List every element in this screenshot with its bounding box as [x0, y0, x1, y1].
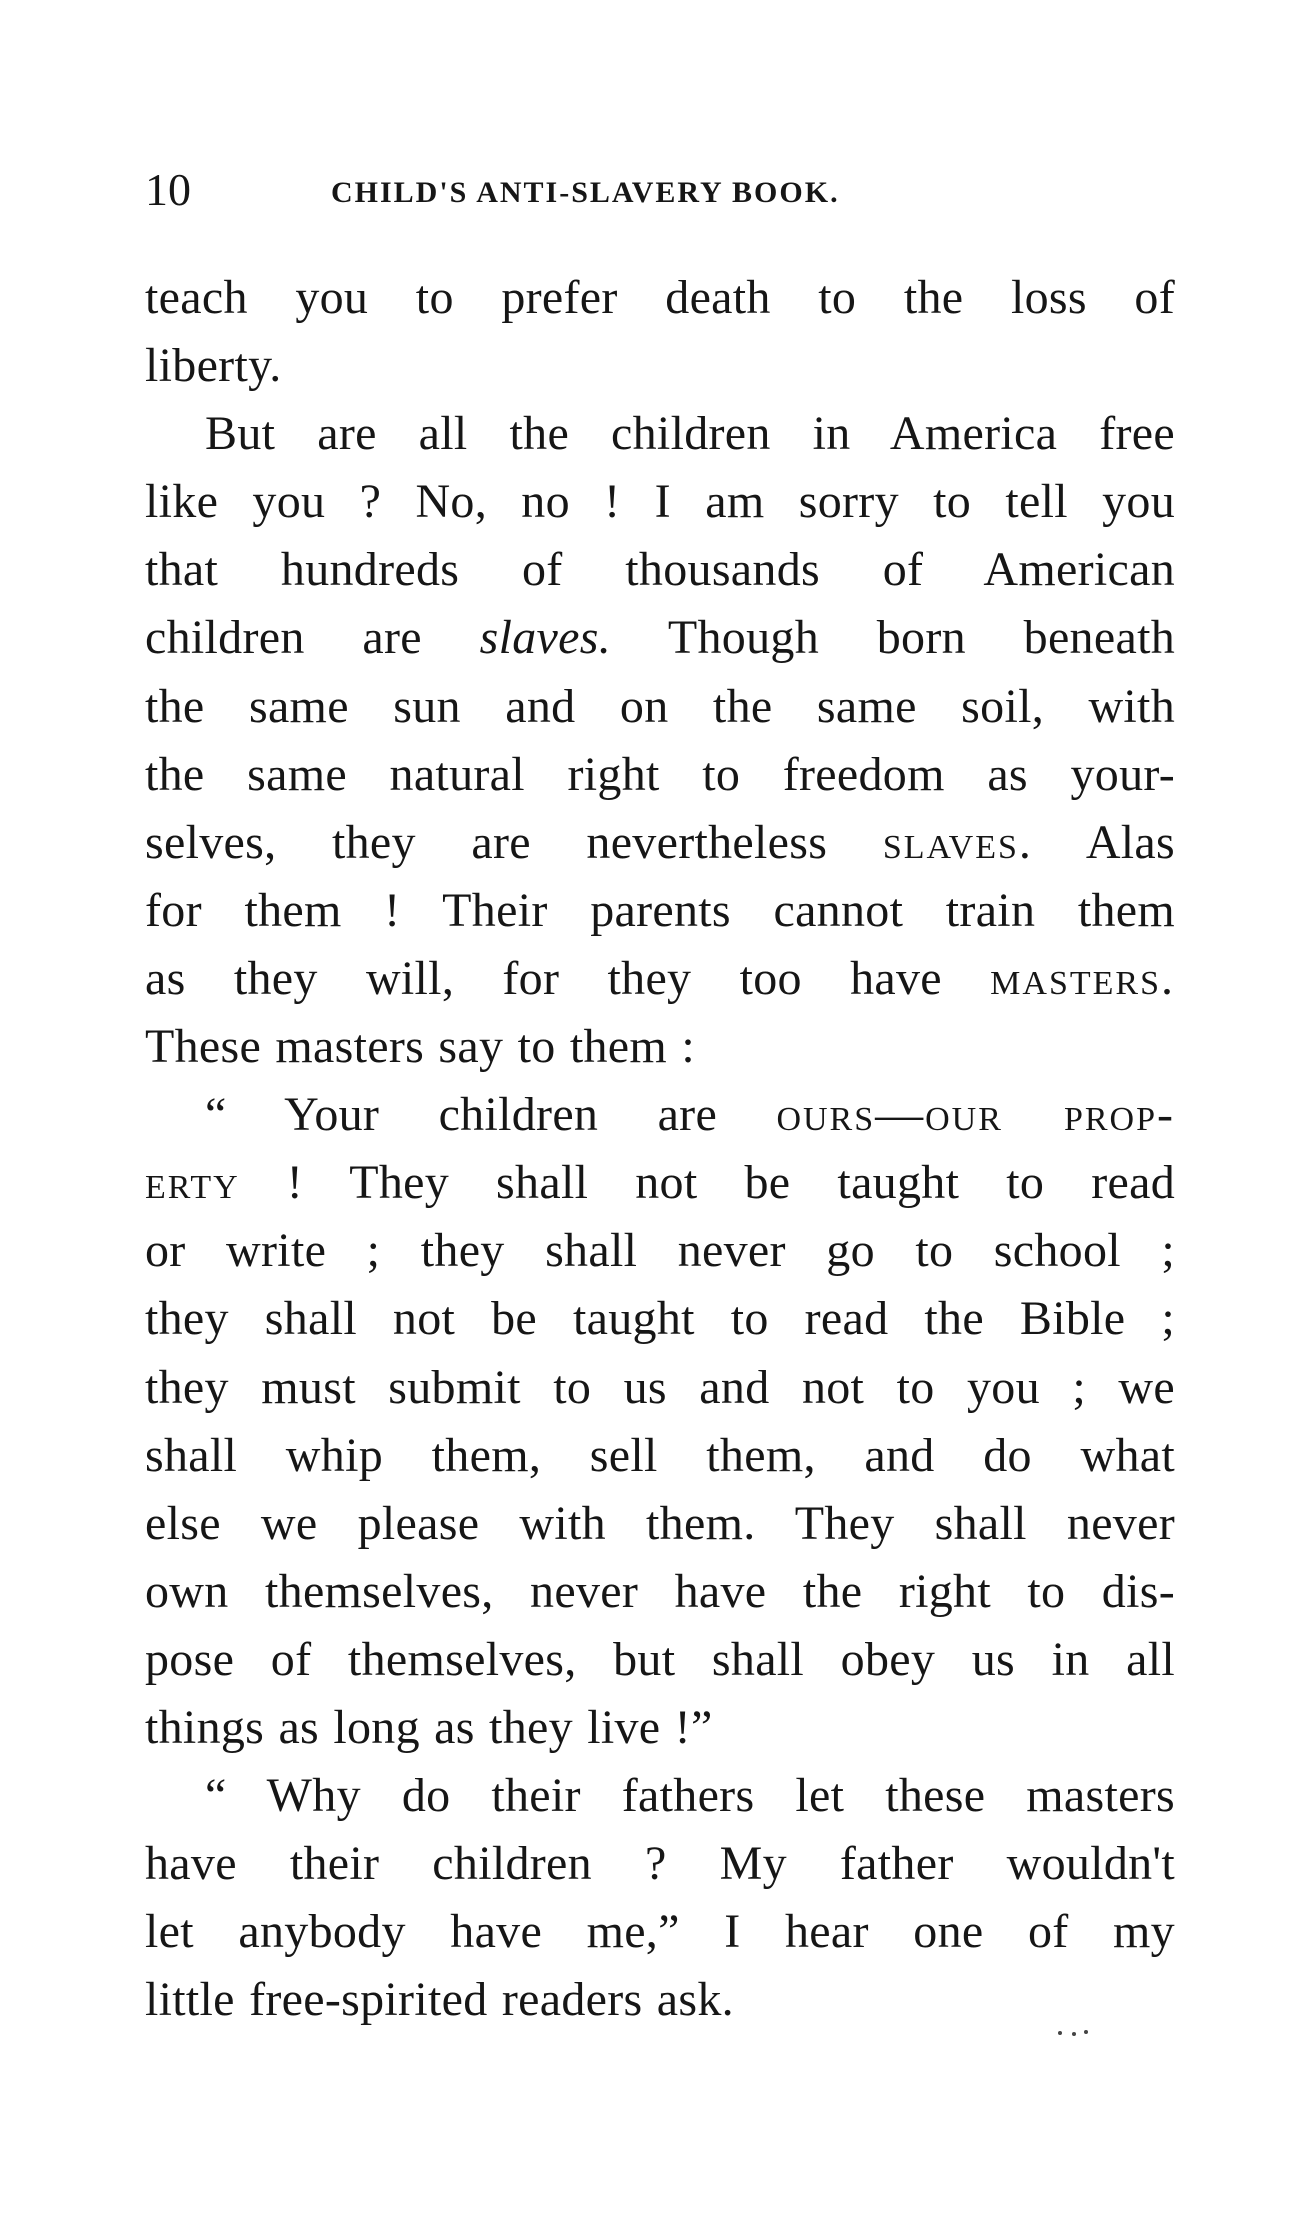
text-line — [145, 877, 1175, 945]
body-text — [145, 264, 1175, 2034]
text-line — [145, 741, 1175, 809]
text-line — [145, 1830, 1175, 1898]
small-caps-emphasis: masters. — [990, 951, 1175, 1005]
text-run: “ Your children are — [205, 1088, 777, 1142]
text-line — [145, 1422, 1175, 1490]
text-run: things as long as they live !” — [145, 1700, 713, 1754]
text-line — [145, 264, 1175, 332]
text-run: But are all the children in America free — [205, 407, 1175, 461]
text-line — [145, 809, 1175, 877]
ink-speck — [1072, 2032, 1076, 2036]
page-number: 10 — [145, 164, 191, 215]
text-run: as they will, for they too have — [145, 951, 991, 1005]
text-line — [145, 1354, 1175, 1422]
text-run: like you ? No, no ! I am sorry to tell you — [145, 475, 1175, 529]
text-line — [145, 1694, 1175, 1762]
text-run: the same natural right to freedom as your- — [145, 747, 1175, 801]
paragraph-start-line — [145, 400, 1175, 468]
text-run: the same sun and on the same soil, with — [145, 679, 1175, 733]
text-line — [145, 1558, 1175, 1626]
text-run: pose of themselves, but shall obey us in all — [145, 1632, 1175, 1686]
text-run: let anybody have me,” I hear one of my — [145, 1905, 1175, 1959]
print-specks — [1058, 2028, 1108, 2038]
text-run: little free-spirited readers ask. — [145, 1973, 734, 2027]
small-caps-emphasis: ours—our prop- — [776, 1088, 1175, 1142]
text-line — [145, 536, 1175, 604]
text-line — [145, 1149, 1175, 1217]
text-run: they must submit to us and not to you ; we — [145, 1360, 1175, 1414]
ink-speck — [1084, 2030, 1088, 2034]
text-run: have their children ? My father wouldn't — [145, 1837, 1175, 1891]
text-line — [145, 945, 1175, 1013]
book-title: CHILD'S ANTI-SLAVERY BOOK. — [331, 176, 840, 209]
text-line — [145, 1285, 1175, 1353]
text-line — [145, 1013, 1175, 1081]
text-run: for them ! Their parents cannot train them — [145, 883, 1175, 937]
text-run: else we please with them. They shall never — [145, 1496, 1175, 1550]
text-line — [145, 1898, 1175, 1966]
text-run: that hundreds of thousands of American — [145, 543, 1175, 597]
text-run: Alas — [1032, 815, 1175, 869]
text-run: “ Why do their fathers let these masters — [205, 1769, 1175, 1823]
small-caps-emphasis: erty — [145, 1156, 240, 1210]
text-run: liberty. — [145, 339, 282, 393]
text-line — [145, 604, 1175, 672]
text-run: These masters say to them : — [145, 1020, 695, 1074]
text-run: or write ; they shall never go to school ; — [145, 1224, 1175, 1278]
text-run: shall whip them, sell them, and do what — [145, 1428, 1175, 1482]
text-run: selves, they are nevertheless — [145, 815, 883, 869]
text-line — [145, 1490, 1175, 1558]
text-line — [145, 332, 1175, 400]
italic-emphasis: slaves. — [479, 611, 612, 665]
text-run: ! They shall not be taught to read — [239, 1156, 1175, 1210]
paragraph-start-line — [145, 1762, 1175, 1830]
running-head — [145, 160, 1005, 220]
paragraph-start-line — [145, 1081, 1175, 1149]
text-line — [145, 673, 1175, 741]
text-line — [145, 468, 1175, 536]
text-line — [145, 1217, 1175, 1285]
ink-speck — [1058, 2031, 1062, 2035]
text-run: children are — [145, 611, 480, 665]
text-run: they shall not be taught to read the Bible ; — [145, 1292, 1175, 1346]
text-run: Though born beneath — [611, 611, 1175, 665]
text-line — [145, 1626, 1175, 1694]
small-caps-emphasis: slaves. — [882, 815, 1033, 869]
text-run: own themselves, never have the right to dis- — [145, 1564, 1175, 1618]
text-run: teach you to prefer death to the loss of — [145, 271, 1175, 324]
text-line — [145, 1966, 1175, 2034]
